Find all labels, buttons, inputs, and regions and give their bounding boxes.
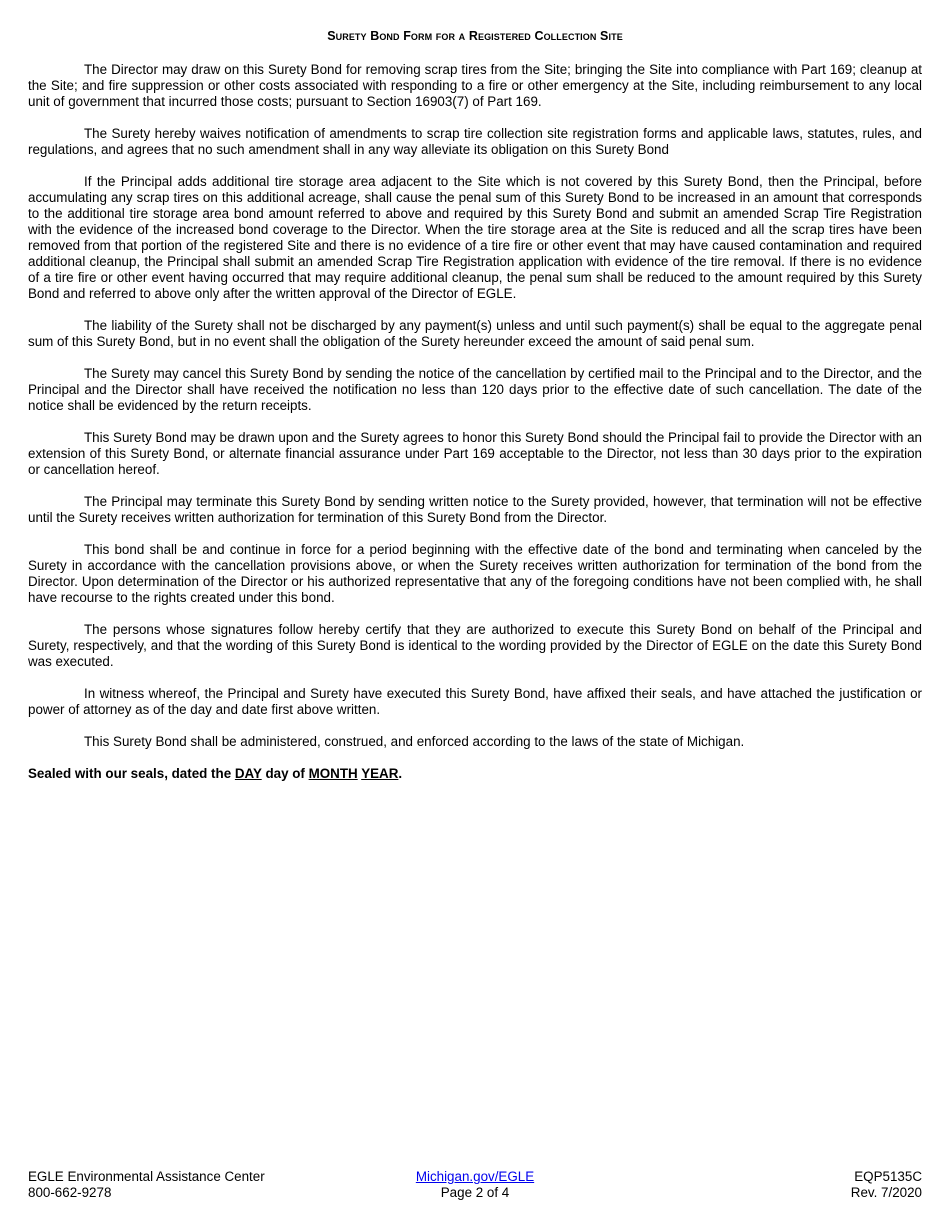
paragraph-waive-notification: The Surety hereby waives notification of amendments to scrap tire collection site registration forms and applicable laws, statutes, rules, and regulations, and agrees that no such amendment shall in any way alleviate its obligation on this Surety Bond — [28, 126, 922, 157]
paragraph-in-witness: In witness whereof, the Principal and Surety have executed this Surety Bond, have affixed their seals, and have attached the justification or power of attorney as of the day and date first above written. — [28, 686, 922, 717]
footer-org-name: EGLE Environmental Assistance Center — [28, 1169, 265, 1184]
page-title: Surety Bond Form for a Registered Collection Site — [327, 29, 623, 43]
page-number: Page 2 of 4 — [440, 1185, 510, 1200]
paragraph-liability: The liability of the Surety shall not be discharged by any payment(s) unless and until such payment(s) shall be equal to the aggregate penal sum of this Surety Bond, but in no event shall the obligation of the Surety hereunder exceed the amount of said penal sum. — [28, 318, 922, 349]
sealed-prefix: Sealed with our seals, dated the — [28, 766, 232, 781]
page-footer — [28, 1169, 922, 1203]
paragraph-cancellation: The Surety may cancel this Surety Bond by sending the notice of the cancellation by certified mail to the Principal and to the Director, and the Principal and the Director shall have received the notification no less than 120 days prior to the effective date of such cancellation. The date of the notice shall be evidenced by the return receipts. — [28, 366, 922, 413]
revision-date: Rev. 7/2020 — [850, 1185, 922, 1200]
footer-form-block — [851, 1169, 922, 1201]
document-body — [28, 62, 922, 782]
month-field[interactable]: MONTH — [308, 766, 358, 781]
footer-center-block — [28, 1169, 922, 1201]
year-field[interactable]: YEAR — [361, 766, 399, 781]
paragraph-signatures-certify: The persons whose signatures follow hereby certify that they are authorized to execute this Surety Bond on behalf of the Principal and Surety, respectively, and that the wording of this Surety Bond is identical to the wording provided by the Director of EGLE on the date this Surety Bond was executed. — [28, 622, 922, 669]
paragraph-drawn-upon: This Surety Bond may be drawn upon and the Surety agrees to honor this Surety Bond should the Principal fail to provide the Director with an extension of this Surety Bond, or alternate financial assurance under Part 169 acceptable to the Director, not less than 30 days prior to the expiration or cancellation hereof. — [28, 430, 922, 477]
day-field[interactable]: DAY — [234, 766, 262, 781]
paragraph-draw-on-bond: The Director may draw on this Surety Bond for removing scrap tires from the Site; bringing the Site into compliance with Part 169; cleanup at the Site; and fire suppression or other costs associated with responding to a fire or other emergency at the Site, including reimbursement to any local unit of government that incurred those costs; pursuant to Section 16903(7) of Part 169. — [28, 62, 922, 109]
sealed-suffix: . — [398, 766, 403, 781]
egle-website-link[interactable]: Michigan.gov/EGLE — [415, 1169, 535, 1184]
sealed-statement — [28, 766, 922, 782]
paragraph-additional-storage: If the Principal adds additional tire storage area adjacent to the Site which is not covered by this Surety Bond, then the Principal, before accumulating any scrap tires on this additional acreage, shall cause the penal sum of this Surety Bond to be increased in an amount that corresponds to the additional tire storage area bond amount referred to above and required by this Surety Bond and submit an amended Scrap Tire Registration with the evidence of the increased bond coverage to the Director. When the tire storage area at the Site is reduced and all the scrap tires have been removed from that portion of the registered Site and there is no evidence of a tire fire or other event that may have caused contamination and required additional cleanup, the Principal shall submit an amended Scrap Tire Registration application with evidence of the tire removal. If there is no evidence of a tire fire or other event having occurred that may require additional cleanup, the penal sum shall be reduced to the amount required by this Surety Bond and referred to above only after the written approval of the Director of EGLE. — [28, 174, 922, 301]
paragraph-in-force: This bond shall be and continue in force for a period beginning with the effective date of the bond and terminating when canceled by the Surety in accordance with the cancellation provisions above, or when the Surety receives written authorization for termination of the bond from the Director. Upon determination of the Director or his authorized representative that any of the foregoing conditions have not been complied with, he shall have recourse to the rights created under this bond. — [28, 542, 922, 605]
form-number: EQP5135C — [854, 1169, 922, 1184]
paragraph-termination: The Principal may terminate this Surety Bond by sending written notice to the Surety provided, however, that termination will not be effective until the Surety receives written authorization for termination of this Surety Bond from the Director. — [28, 494, 922, 525]
sealed-day-of: day of — [265, 766, 305, 781]
paragraph-governing-law: This Surety Bond shall be administered, construed, and enforced according to the laws of the state of Michigan. — [84, 734, 745, 749]
footer-phone: 800-662-9278 — [28, 1185, 112, 1200]
